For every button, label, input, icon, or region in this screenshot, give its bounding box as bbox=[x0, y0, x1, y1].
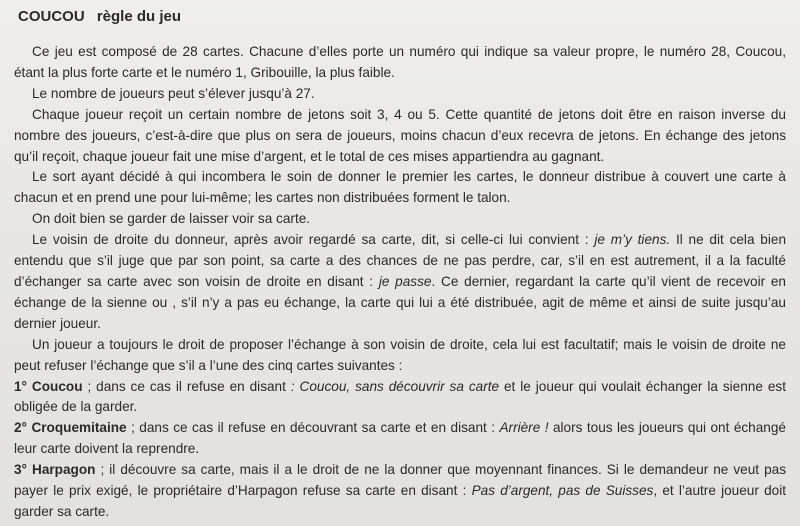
exchange-text-1: Le voisin de droite du donneur, après avoir regardé sa carte, dit, si celle-ci lui convient : bbox=[32, 232, 595, 248]
card-harpagon-text-2: , et l’autre joueur doit garder sa carte. bbox=[14, 483, 786, 519]
exchange-text-2: Il ne dit cela bien entendu que s’il juge que par son point, sa carte a des chances de ne pas perdre, car, s’il en est autrement, il a la faculté d’échanger sa carte avec son voisin de droite en disant : bbox=[14, 232, 787, 289]
exchange-text-3: . Ce dernier, regardant la carte qu’il vient de recevoir en échange de la sienne ou , s’il n’y a pas eu échange, la carte qui lui a été distribuée, agit de même et ainsi de suite jusqu’au dernier joueur. bbox=[14, 273, 786, 331]
paragraph-card-croquemitaine bbox=[14, 418, 786, 460]
paragraph-right-to-exchange: Un joueur a toujours le droit de proposer l’échange à son voisin de droite, cela lui est facultatif; mais le voisin de droite ne peut refuser l’échange que s’il a l’une des cinq cartes suivantes : bbox=[14, 336, 786, 373]
exchange-quote-keep: je m’y tiens. bbox=[594, 232, 671, 248]
paragraph-dealing: Le sort ayant décidé à qui incombera le soin de donner le premier les cartes, le donneur distribue à couvert une carte à chacun et en prend une pour lui-même; les cartes non distribuées forment le talon. bbox=[14, 169, 786, 206]
paragraph-players: Le nombre de joueurs peut s’élever jusqu’à 27. bbox=[32, 85, 315, 101]
card-harpagon-label: 3° Harpagon bbox=[14, 462, 96, 478]
card-croquemitaine-quote: Arrière ! bbox=[499, 420, 549, 436]
card-coucou-label: 1° Coucou bbox=[14, 378, 83, 394]
title-game-name: COUCOU bbox=[18, 8, 85, 25]
paragraph-card-harpagon bbox=[14, 460, 786, 523]
card-harpagon-text-1: ; il découvre sa carte, mais il a le droit de ne la donner que moyennant finances. Si le demandeur ne veut pas payer le prix exigé, le propriétaire d’Harpagon refuse sa carte en disant : bbox=[14, 462, 787, 499]
paragraph-exchange bbox=[14, 230, 786, 335]
card-coucou-quote: : Coucou, sans découvrir sa carte bbox=[285, 378, 500, 394]
card-croquemitaine-text-2: alors tous les joueurs qui ont échangé leur carte doivent la reprendre. bbox=[14, 420, 786, 457]
paragraph-card-coucou bbox=[14, 377, 786, 419]
card-harpagon-quote: Pas d’argent, pas de Suisses bbox=[471, 483, 654, 499]
card-coucou-text-1: ; dans ce cas il refuse en disant bbox=[82, 378, 286, 394]
exchange-quote-pass: je passe bbox=[378, 273, 432, 289]
paragraph-tokens: Chaque joueur reçoit un certain nombre de jetons soit 3, 4 ou 5. Cette quantité de jetons doit être en raison inverse du nombre des joueurs, c’est-à-dire que plus on sera de joueurs, moins chacun d’eux recevra de jetons. En échange des jetons qu’il reçoit, chaque joueur fait une mise d’argent, et le total de ces mises appartiendra au gagnant. bbox=[14, 106, 786, 164]
card-croquemitaine-text-1: ; dans ce cas il refuse en découvrant sa carte et en disant : bbox=[126, 420, 500, 436]
card-croquemitaine-label: 2° Croquemitaine bbox=[14, 420, 127, 436]
title-subtitle: règle du jeu bbox=[96, 8, 182, 25]
card-coucou-text-2: et le joueur qui voulait échanger la sienne est obligée de la garder. bbox=[14, 378, 786, 415]
page-title bbox=[18, 6, 786, 28]
paragraph-intro: Ce jeu est composé de 28 cartes. Chacune d’elles porte un numéro qui indique sa valeur propre, le numéro 28, Coucou, étant la plus forte carte et le numéro 1, Gribouille, la plus faible. bbox=[14, 44, 786, 80]
paragraph-hide-card: On doit bien se garder de laisser voir sa carte. bbox=[32, 211, 311, 227]
